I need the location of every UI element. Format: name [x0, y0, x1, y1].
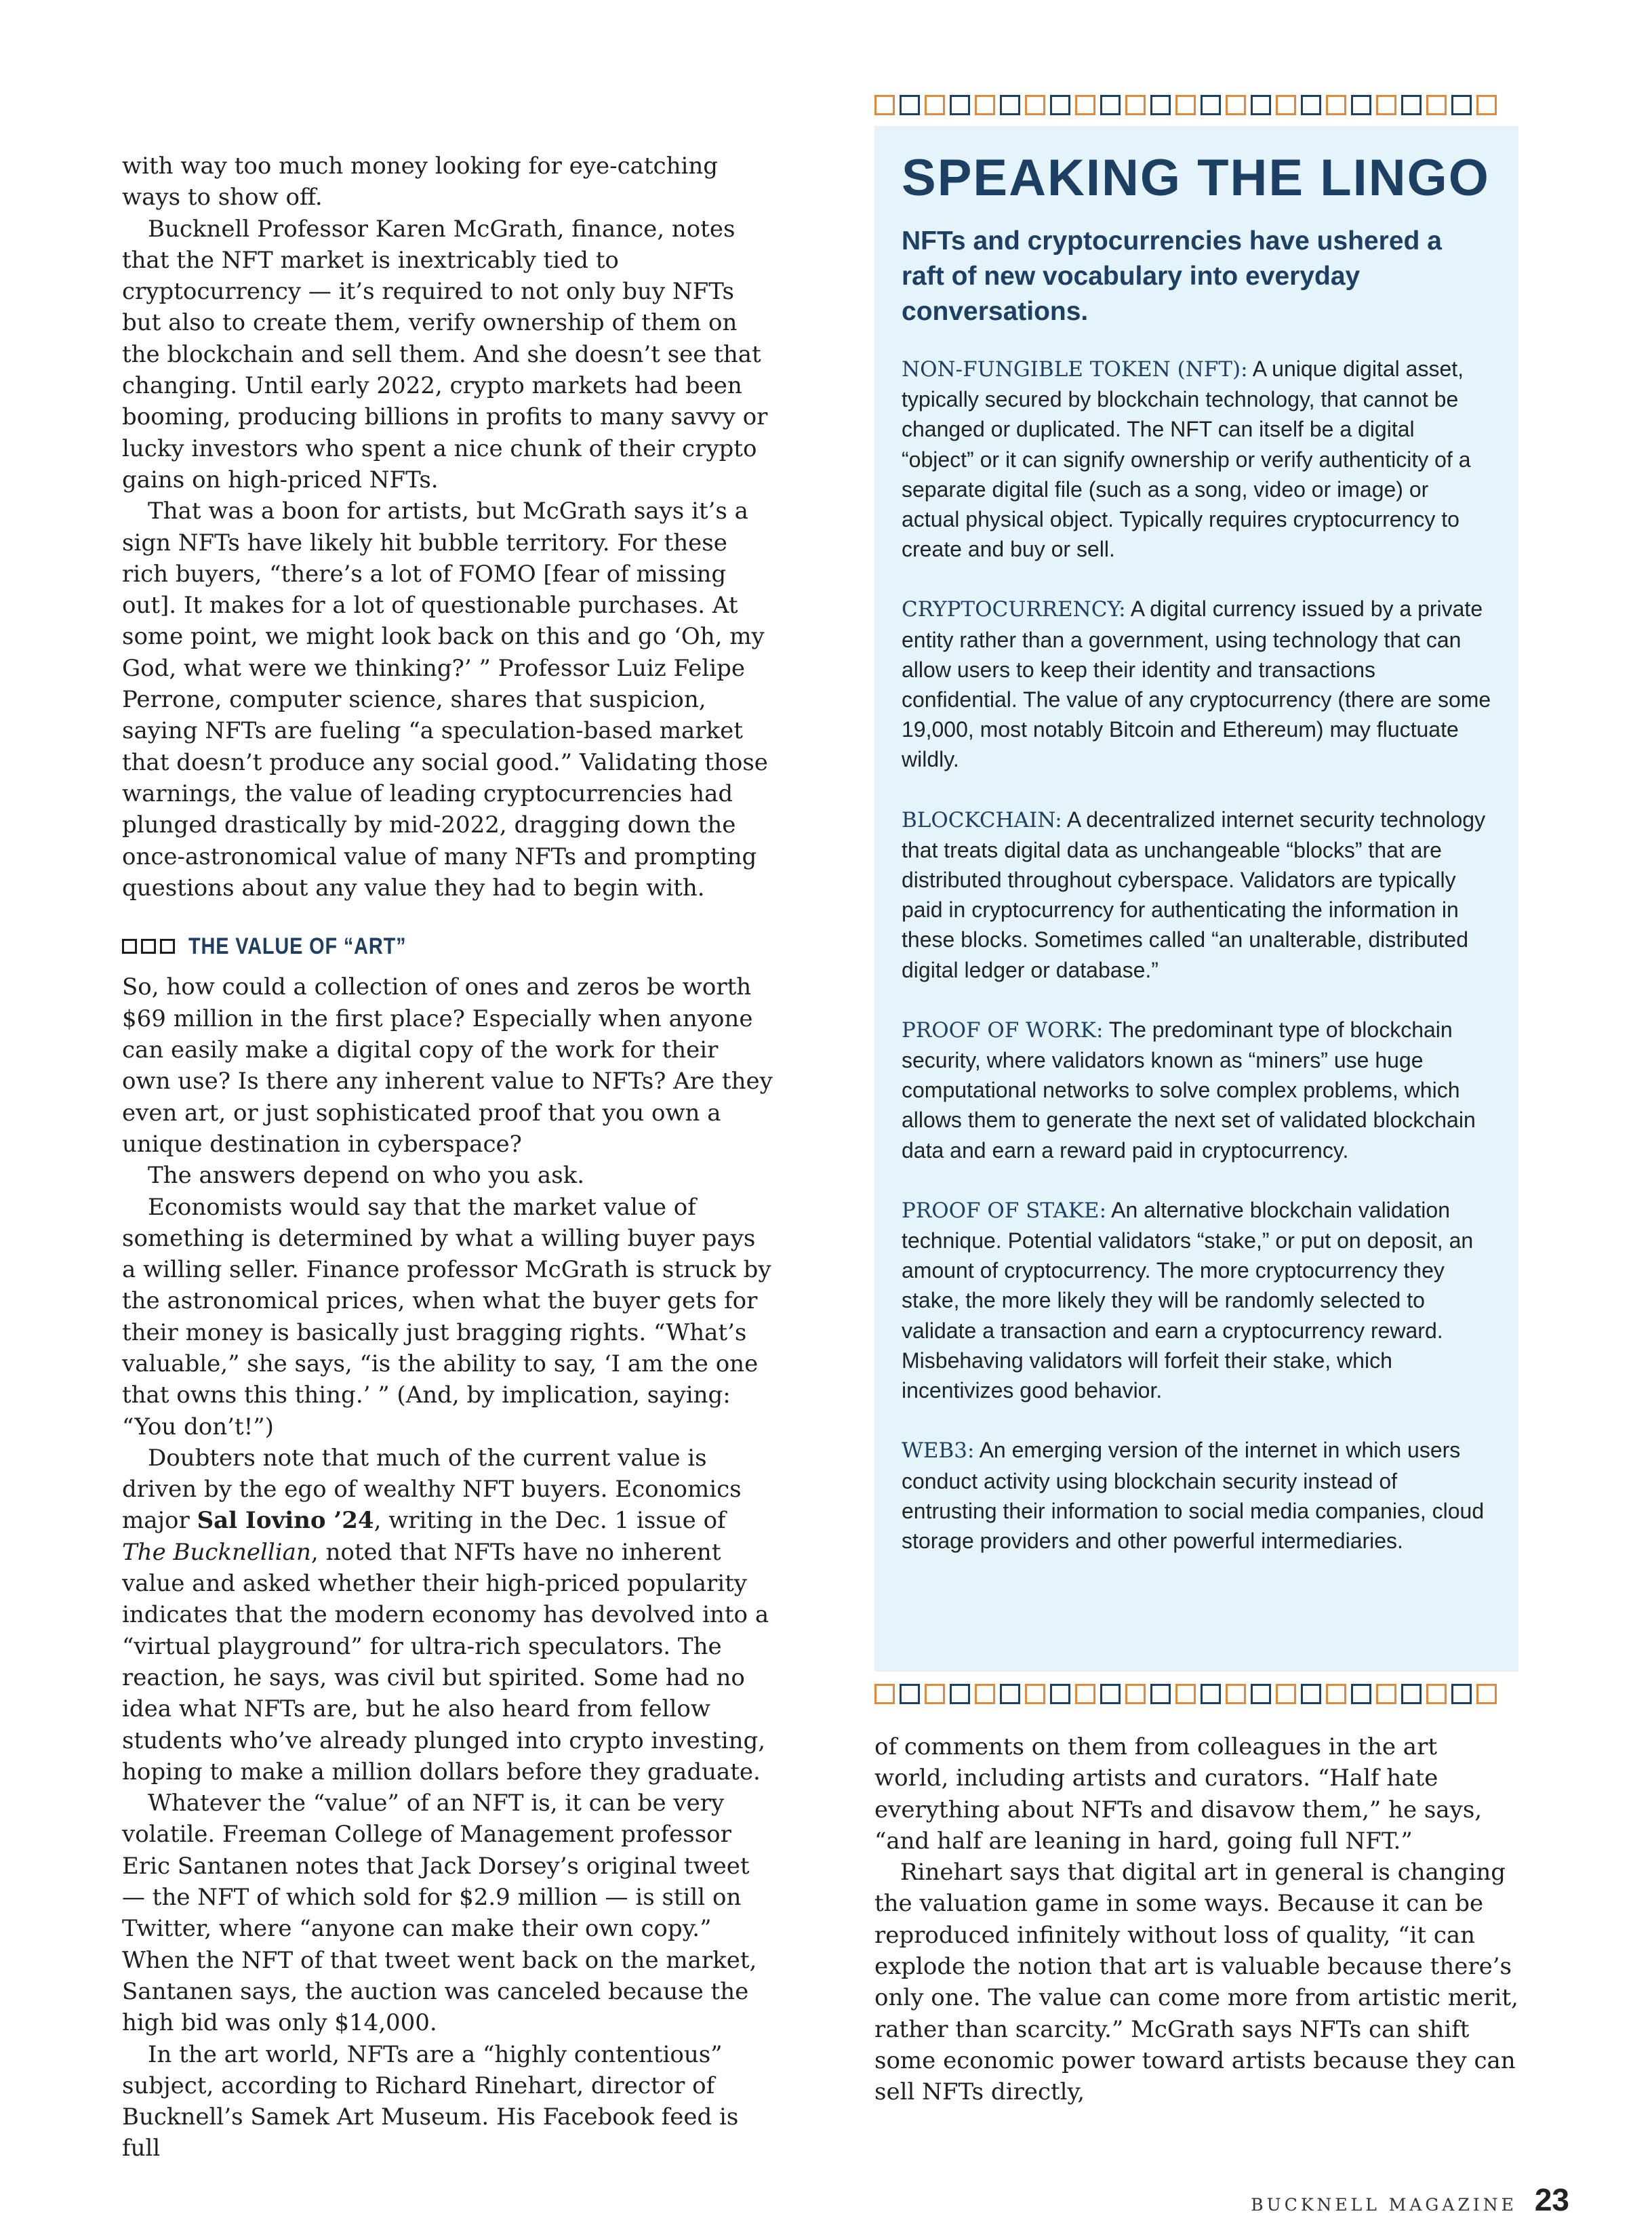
term-name: NON-FUNGIBLE TOKEN (NFT): — [902, 357, 1248, 382]
glossary-term — [902, 1015, 1491, 1165]
body-paragraph: The answers depend on who you ask. — [148, 1162, 585, 1190]
square-icon — [1251, 1684, 1271, 1704]
term-definition: An alternative blockchain validation technique. Potential validators “stake,” or put on deposit, an amount of cryptocurrency. The more cryptocurrency they stake, the more likely they will be randomly selected to validate a transaction and earn a cryptocurrency reward. Misbehaving validators will forfeit their stake, which incentivizes good behavior. — [902, 1197, 1474, 1403]
square-icon — [1050, 95, 1070, 115]
square-icon — [950, 1684, 970, 1704]
square-icon — [1150, 1684, 1171, 1704]
square-icon — [1426, 95, 1447, 115]
sidebar-title: SPEAKING THE LINGO — [902, 149, 1490, 207]
sidebar-intro: NFTs and cryptocurrencies have ushered a raft of new vocabulary into everyday conversations. — [902, 226, 1442, 326]
square-icon — [1326, 1684, 1346, 1704]
square-icon — [1326, 95, 1346, 115]
square-icon — [1476, 95, 1497, 115]
text-run: Doubters note that much of the current value is driven by the ego of wealthy NFT buyers. Economics major — [122, 1444, 742, 1535]
square-icon — [1276, 1684, 1296, 1704]
term-name: WEB3: — [902, 1438, 975, 1464]
square-icon — [1000, 1684, 1020, 1704]
left-column — [122, 150, 773, 2164]
square-icon — [1351, 95, 1371, 115]
sidebar-box — [874, 126, 1518, 1672]
square-icon — [1251, 95, 1271, 115]
glossary-term — [902, 805, 1491, 985]
square-icon — [141, 939, 156, 954]
term-name: CRYPTOCURRENCY: — [902, 597, 1126, 622]
body-paragraph: In the art world, NFTs are a “highly contentious” subject, according to Richard Rinehart, director of Bucknell’s Samek Art Museum. His Facebook feed is full — [122, 2040, 739, 2162]
page-number: 23 — [1534, 2182, 1569, 2217]
square-icon — [874, 1684, 895, 1704]
decorative-squares — [122, 931, 179, 962]
page-footer — [1251, 2181, 1569, 2218]
square-icon — [900, 95, 920, 115]
square-icon — [1175, 1684, 1196, 1704]
square-icon — [1451, 95, 1472, 115]
student-name: Sal Iovino ’24 — [197, 1507, 374, 1535]
square-icon — [122, 939, 137, 954]
term-definition: A unique digital asset, typically secured by blockchain technology, that cannot be changed or duplicated. The NFT can itself be a digital “object” or it can signify ownership or verify authenticity of a separate digital file (such as a song, video or image) or actual physical object. Typically requires cryptocurrency to create and buy or sell. — [902, 357, 1471, 562]
square-icon — [950, 95, 970, 115]
square-icon — [1000, 95, 1020, 115]
body-paragraph: Whatever the “value” of an NFT is, it can be very volatile. Freeman College of Management professor Eric Santanen notes that Jack Dorsey’s original tweet — the NFT of which sold for $2.9 million — is still on Twitter, where “anyone can make their own copy.” When the NFT of that tweet went back on the market, Santanen says, the auction was canceled because the high bid was only $14,000. — [122, 1790, 757, 2037]
term-definition: An emerging version of the internet in which users conduct activity using blockchain security instead of entrusting their information to social media companies, cloud storage providers and other powerful intermediaries. — [902, 1438, 1485, 1553]
square-icon — [1401, 1684, 1422, 1704]
square-icon — [1226, 95, 1246, 115]
square-icon — [1351, 1684, 1371, 1704]
square-icon — [1451, 1684, 1472, 1704]
glossary-term — [902, 354, 1491, 564]
body-paragraph: So, how could a collection of ones and zeros be worth $69 million in the first place? Especially when anyone can easily make a digital copy of the work for their own use? Is there any inherent value to NFTs? Are they even art, or just sophisticated proof that you own a unique destination in cyberspace? — [122, 973, 773, 1158]
square-icon — [1426, 1684, 1447, 1704]
square-icon — [1201, 1684, 1221, 1704]
square-icon — [1125, 95, 1146, 115]
decorative-squares-bottom — [874, 1684, 1497, 1704]
publication-name: The Bucknellian — [122, 1538, 311, 1566]
square-icon — [1075, 95, 1095, 115]
term-name: PROOF OF STAKE: — [902, 1198, 1107, 1223]
section-heading-text: THE VALUE OF “ART” — [188, 933, 407, 960]
body-paragraph: Bucknell Professor Karen McGrath, finance, notes that the NFT market is inextricably tied to cryptocurrency — it’s required to not only buy NFTs but also to create them, verify ownership of them on the blockchain and sell them. And she doesn’t see that changing. Until early 2022, crypto markets had been booming, producing billions in profits to many savvy or lucky investors who spent a nice chunk of their crypto gains on high-priced NFTs. — [122, 215, 768, 493]
body-paragraph: Economists would say that the market value of something is determined by what a willing buyer pays a willing seller. Finance professor McGrath is struck by the astronomical prices, when what the buyer gets for their money is basically just bragging rights. “What’s valuable,” she says, “is the ability to say, ‘I am the one that owns this thing.’ ” (And, by implication, saying: “You don’t!”) — [122, 1193, 771, 1440]
body-paragraph: with way too much money looking for eye-catching ways to show off. — [122, 153, 719, 211]
square-icon — [900, 1684, 920, 1704]
square-icon — [1025, 95, 1045, 115]
square-icon — [160, 939, 175, 954]
right-column — [874, 1731, 1518, 2108]
body-paragraph: of comments on them from colleagues in the art world, including artists and curators. “Half hate everything about NFTs and disavow them,” he says, “and half are leaning in hard, going full NFT.” — [874, 1733, 1483, 1855]
square-icon — [1025, 1684, 1045, 1704]
square-icon — [925, 95, 945, 115]
glossary-term — [902, 1195, 1491, 1405]
square-icon — [1376, 95, 1396, 115]
square-icon — [1100, 95, 1121, 115]
square-icon — [1125, 1684, 1146, 1704]
body-paragraph — [122, 1443, 773, 1788]
body-paragraph: That was a boon for artists, but McGrath says it’s a sign NFTs have likely hit bubble territory. For these rich buyers, “there’s a lot of FOMO [fear of missing out]. It makes for a lot of questionable purchases. At some point, we might look back on this and go ‘Oh, my God, what were we thinking?’ ” Professor Luiz Felipe Perrone, computer science, shares that suspicion, saying NFTs are fueling “a speculation-based market that doesn’t produce any social good.” Validating those warnings, the value of leading cryptocurrencies had plunged drastically by mid-2022, dragging down the once-astronomical value of many NFTs and prompting questions about any value they had to begin with. — [122, 498, 768, 902]
square-icon — [1401, 95, 1422, 115]
magazine-name: BUCKNELL MAGAZINE — [1251, 2195, 1517, 2215]
square-icon — [874, 95, 895, 115]
square-icon — [1301, 1684, 1321, 1704]
square-icon — [1376, 1684, 1396, 1704]
section-heading — [122, 931, 773, 962]
decorative-squares-top — [874, 95, 1497, 115]
square-icon — [1175, 95, 1196, 115]
square-icon — [1050, 1684, 1070, 1704]
square-icon — [1276, 95, 1296, 115]
term-definition: A decentralized internet security technology that treats digital data as unchangeable “blocks” that are distributed throughout cyberspace. Validators are typically paid in cryptocurrency for authenticating the information in these blocks. Sometimes called “an unalterable, distributed digital ledger or database.” — [902, 807, 1486, 982]
square-icon — [1226, 1684, 1246, 1704]
square-icon — [975, 95, 995, 115]
body-paragraph: Rinehart says that digital art in general is changing the valuation game in some ways. Because it can be reproduced infinitely without loss of quality, “it can explode the notion that art is valuable because there’s only one. The value can come more from artistic merit, rather than scarcity.” McGrath says NFTs can shift some economic power toward artists because they can sell NFTs directly, — [874, 1859, 1518, 2106]
square-icon — [1301, 95, 1321, 115]
square-icon — [1476, 1684, 1497, 1704]
square-icon — [1100, 1684, 1121, 1704]
square-icon — [925, 1684, 945, 1704]
text-run: , noted that NFTs have no inherent value and asked whether their high-priced popularity indicates that the modern economy has devolved into a “virtual playground” for ultra-rich speculators. The reaction, he says, was civil but spirited. Some had no idea what NFTs are, but he also heard from fellow students who’ve already plunged into crypto investing, hoping to make a million dollars before they graduate. — [122, 1538, 769, 1786]
square-icon — [1150, 95, 1171, 115]
glossary-term — [902, 1435, 1491, 1556]
term-definition: A digital currency issued by a private entity rather than a government, using technology that can allow users to keep their identity and transactions confidential. The value of any cryptocurrency (there are some 19,000, most notably Bitcoin and Ethereum) may fluctuate wildly. — [902, 597, 1491, 772]
glossary-term — [902, 594, 1491, 774]
term-name: BLOCKCHAIN: — [902, 807, 1062, 832]
square-icon — [1075, 1684, 1095, 1704]
term-definition: The predominant type of blockchain security, where validators known as “miners” use huge computational networks to solve complex problems, which allows them to generate the next set of validated blockchain data and earn a reward paid in cryptocurrency. — [902, 1017, 1476, 1163]
square-icon — [975, 1684, 995, 1704]
term-name: PROOF OF WORK: — [902, 1017, 1104, 1043]
text-run: , writing in the Dec. 1 issue of — [374, 1507, 726, 1535]
square-icon — [1201, 95, 1221, 115]
